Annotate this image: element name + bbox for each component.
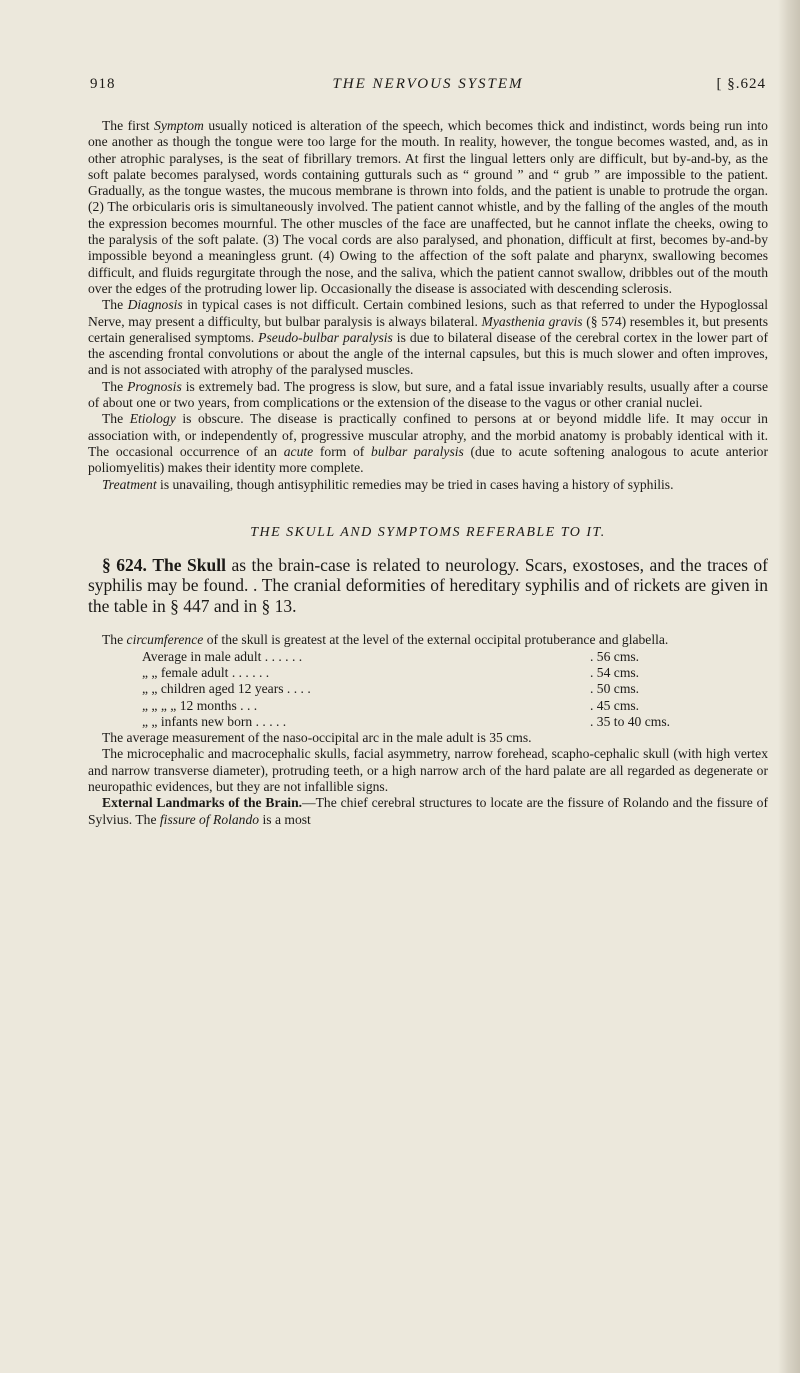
section-marker: § 624. xyxy=(102,554,147,575)
paragraph-skull-signs: The microcephalic and macrocephalic skulls, facial asymmetry, narrow forehead, scapho-cephalic skull (with high vertex and narrow transverse diameter), protruding teeth, or a high narrow arch of the hard palate are all regarded as degenerate or neuropathic evidences, but they are not infallible signs. xyxy=(88,746,768,794)
paragraph-treatment: Treatment is unavailing, though antisyphilitic remedies may be tried in cases having a history of syphilis. xyxy=(102,476,674,492)
row-label: „ „ „ „ 12 months . . . xyxy=(142,697,258,713)
page-content xyxy=(88,76,768,828)
circumference-table xyxy=(142,649,670,730)
term-external-landmarks: External Landmarks of the Brain. xyxy=(102,795,303,811)
row-value: . 35 to 40 cms. xyxy=(590,713,671,729)
lead-paragraph: § 624. The Skull as the brain-case is related to neurology. Scars, exostoses, and the traces of syphilis may be found. . The cranial deformities of hereditary syphilis and of rickets are given in the table in § 447 and in § 13. xyxy=(88,554,769,616)
section-number: [ §.624 xyxy=(716,76,766,92)
table-row xyxy=(142,665,670,681)
running-header xyxy=(88,76,768,106)
table-row xyxy=(142,698,670,714)
term-etiology: Etiology xyxy=(129,411,176,427)
term-symptom: Symptom xyxy=(154,118,204,133)
table-row xyxy=(142,681,670,697)
row-label: „ „ infants new born . . . . . xyxy=(142,713,287,729)
row-value: . 45 cms. xyxy=(590,697,640,713)
term-prognosis: Prognosis xyxy=(127,378,182,394)
table-row xyxy=(142,714,670,730)
row-label: „ „ female adult . . . . . . xyxy=(142,664,270,680)
term-diagnosis: Diagnosis xyxy=(127,297,183,313)
paragraph-diagnosis: The Diagnosis in typical cases is not difficult. Certain combined lesions, such as that referred to under the Hypoglossal Nerve, may present a difficulty, but bulbar paralysis is always bilateral. Myasthenia gravis (§ 574) resembles it, but presents certain generalised symptoms. Pseudo-bulbar paralysis is due to bilateral disease of the cerebral cortex in the lower part of the ascending frontal convolutions or about the angle of the internal capsules, but this is much slower and often improves, and is not associated with atrophy of the paralysed muscles. xyxy=(88,297,768,378)
running-title: THE NERVOUS SYSTEM xyxy=(332,76,524,92)
row-label: „ „ children aged 12 years . . . . xyxy=(142,681,311,697)
page-number: 918 xyxy=(90,76,116,92)
term-pseudo-bulbar: Pseudo-bulbar paralysis xyxy=(258,329,393,345)
term-circumference: circumference xyxy=(126,632,204,648)
paragraph-circumference: The circumference of the skull is greatest at the level of the external occipital protuberance and glabella. xyxy=(102,632,669,648)
paragraph-naso-occipital: The average measurement of the naso-occipital arc in the male adult is 35 cms. xyxy=(102,730,532,746)
paragraph-prognosis: The Prognosis is extremely bad. The progress is slow, but sure, and a fatal issue invariably results, usually after a course of about one or two years, from complications or the extension of the disease to the vagus or other cranial nuclei. xyxy=(88,378,768,411)
paragraph-symptom: The first Symptom usually noticed is alteration of the speech, which becomes thick and indistinct, words being run into one another as though the tongue were too large for the mouth. In reality, however, the tongue becomes wasted, and, as in other atrophic paralyses, is the seat of fibrillary tremors. At first the lingual letters only are difficult, but by-and-by, as the soft palate becomes paralysed, words containing gutturals such as “ ground ” and “ grub ” are impossible to the patient. Gradually, as the tongue wastes, the mucous membrane is thrown into folds, and the patient is unable to protrude the organ. (2) The orbicularis oris is simultaneously involved. The patient cannot whistle, and by the falling of the angles of the mouth the expression becomes mournful. The other muscles of the face are unaffected, but he cannot inflate the cheeks, owing to the paralysis of the soft palate. (3) The vocal cords are also paralysed, and phonation, difficult at first, becomes by-and-by impossible beyond a meaningless grunt. (4) Owing to the affection of the soft palate and pharynx, swallowing becomes difficult, and fluids regurgitate through the nose, and the saliva, which the patient cannot swallow, dribbles out of the mouth over the edges of the protruding lower lip. Occasionally the disease is associated with descending sclerosis. xyxy=(88,118,768,296)
row-value: . 56 cms. xyxy=(590,648,640,664)
row-value: . 54 cms. xyxy=(590,664,640,680)
row-label: Average in male adult . . . . . . xyxy=(142,648,303,664)
page-edge-shadow xyxy=(778,0,800,1373)
term-acute: acute xyxy=(283,443,314,459)
term-skull: The Skull xyxy=(152,554,226,575)
term-fissure-rolando: fissure of Rolando xyxy=(159,811,260,827)
row-value: . 50 cms. xyxy=(590,681,640,697)
paragraph-landmarks: External Landmarks of the Brain.—The chief cerebral structures to locate are the fissure of Rolando and the fissure of Sylvius. The fissure of Rolando is a most xyxy=(88,795,768,827)
paragraph-etiology: The Etiology is obscure. The disease is practically confined to persons at or beyond middle life. It may occur in association with, or independently of, progressive muscular atrophy, and the morbid anatomy is probably identical with it. The occasional occurrence of an acute form of bulbar paralysis (due to acute softening analogous to acute anterior poliomyelitis) makes their identity more complete. xyxy=(88,411,768,476)
term-bulbar-paralysis: bulbar paralysis xyxy=(371,443,464,459)
term-myasthenia: Myasthenia gravis xyxy=(481,313,583,329)
section-heading: THE SKULL AND SYMPTOMS REFERABLE TO IT. xyxy=(250,524,606,540)
table-row xyxy=(142,649,670,665)
term-treatment: Treatment xyxy=(102,476,157,492)
